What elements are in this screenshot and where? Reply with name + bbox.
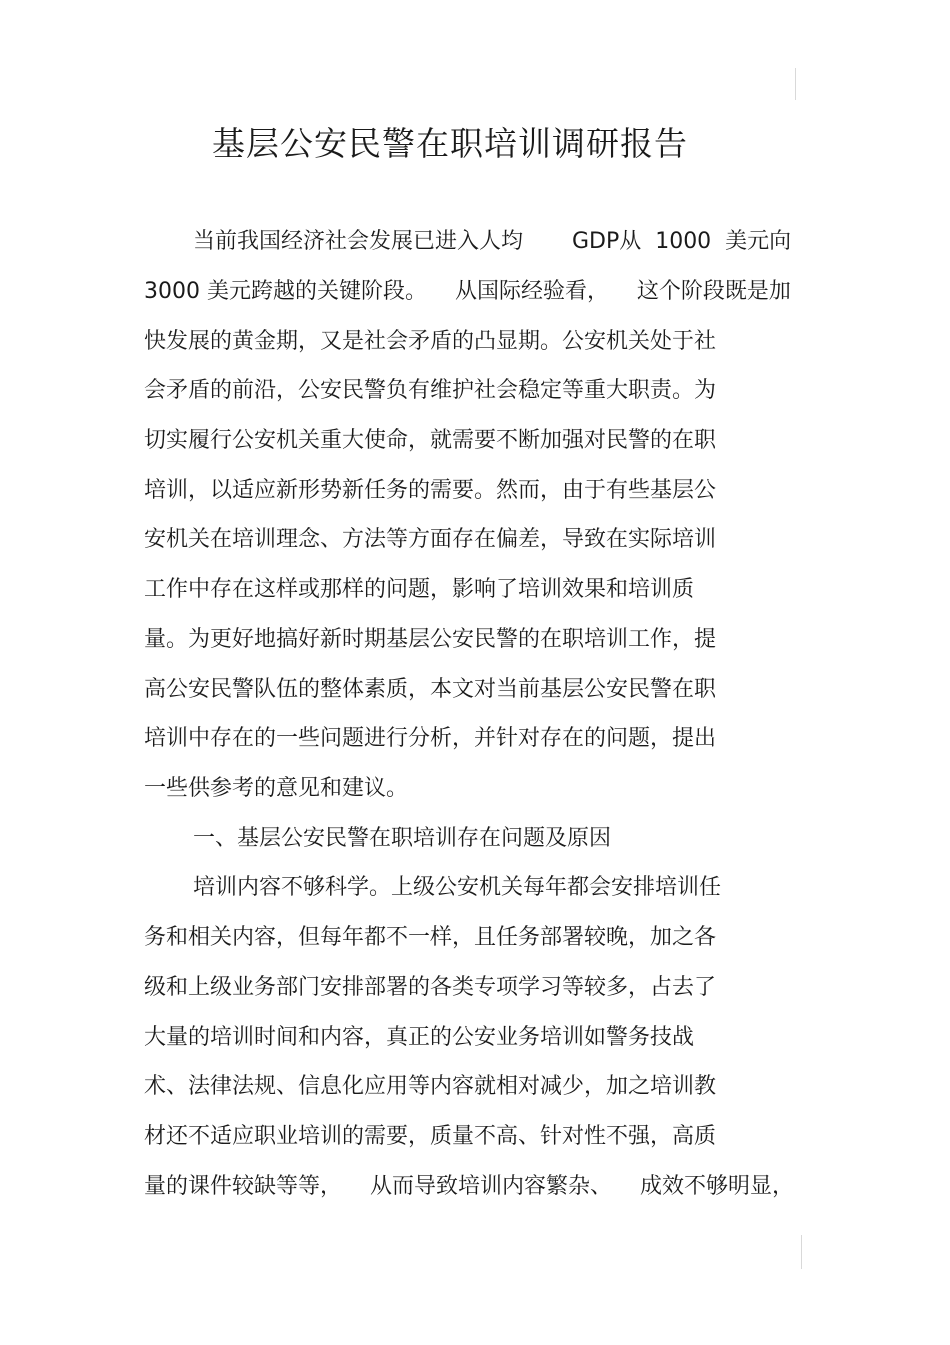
body-line: 会矛盾的前沿，公安民警负有维护社会稳定等重大职责。为 (144, 378, 717, 403)
page-corner-mark-bottom (801, 1235, 802, 1269)
section-heading: 一、基层公安民警在职培训存在问题及原因 (193, 826, 612, 851)
body-line: 大量的培训时间和内容，真正的公安业务培训如警务技战 (144, 1025, 695, 1050)
body-line: 切实履行公安机关重大使命，就需要不断加强对民警的在职 (144, 428, 717, 453)
body-line: 术、法律法规、信息化应用等内容就相对减少，加之培训教 (144, 1074, 717, 1099)
body-line: 培训中存在的一些问题进行分析，并针对存在的问题，提出 (144, 726, 717, 751)
body-line: 高公安民警队伍的整体素质，本文对当前基层公安民警在职 (144, 677, 717, 702)
body-line: 安机关在培训理念、方法等方面存在偏差，导致在实际培训 (144, 527, 717, 552)
body-line: 一些供参考的意见和建议。 (144, 776, 409, 801)
body-line: 当前我国经济社会发展已进入人均 GDP从 1000 美元向 (193, 229, 792, 254)
body-line: 快发展的黄金期，又是社会矛盾的凸显期。公安机关处于社 (144, 329, 717, 354)
document-title: 基层公安民警在职培训调研报告 (212, 124, 688, 163)
body-line: 材还不适应职业培训的需要，质量不高、针对性不强，高质 (144, 1124, 717, 1149)
body-line: 量。为更好地搞好新时期基层公安民警的在职培训工作，提 (144, 627, 717, 652)
body-line: 培训内容不够科学。上级公安机关每年都会安排培训任 (193, 875, 722, 900)
page-corner-mark-top (795, 68, 796, 100)
body-line: 工作中存在这样或那样的问题，影响了培训效果和培训质 (144, 577, 695, 602)
body-line: 务和相关内容，但每年都不一样，且任务部署较晚，加之各 (144, 925, 717, 950)
body-line: 级和上级业务部门安排部署的各类专项学习等较多，占去了 (144, 975, 717, 1000)
body-line: 3000 美元跨越的关键阶段。 从国际经验看， 这个阶段既是加 (144, 279, 791, 304)
body-line: 培训，以适应新形势新任务的需要。然而，由于有些基层公 (144, 478, 717, 503)
body-line: 量的课件较缺等等， 从而导致培训内容繁杂、 成效不够明显， (144, 1174, 794, 1199)
